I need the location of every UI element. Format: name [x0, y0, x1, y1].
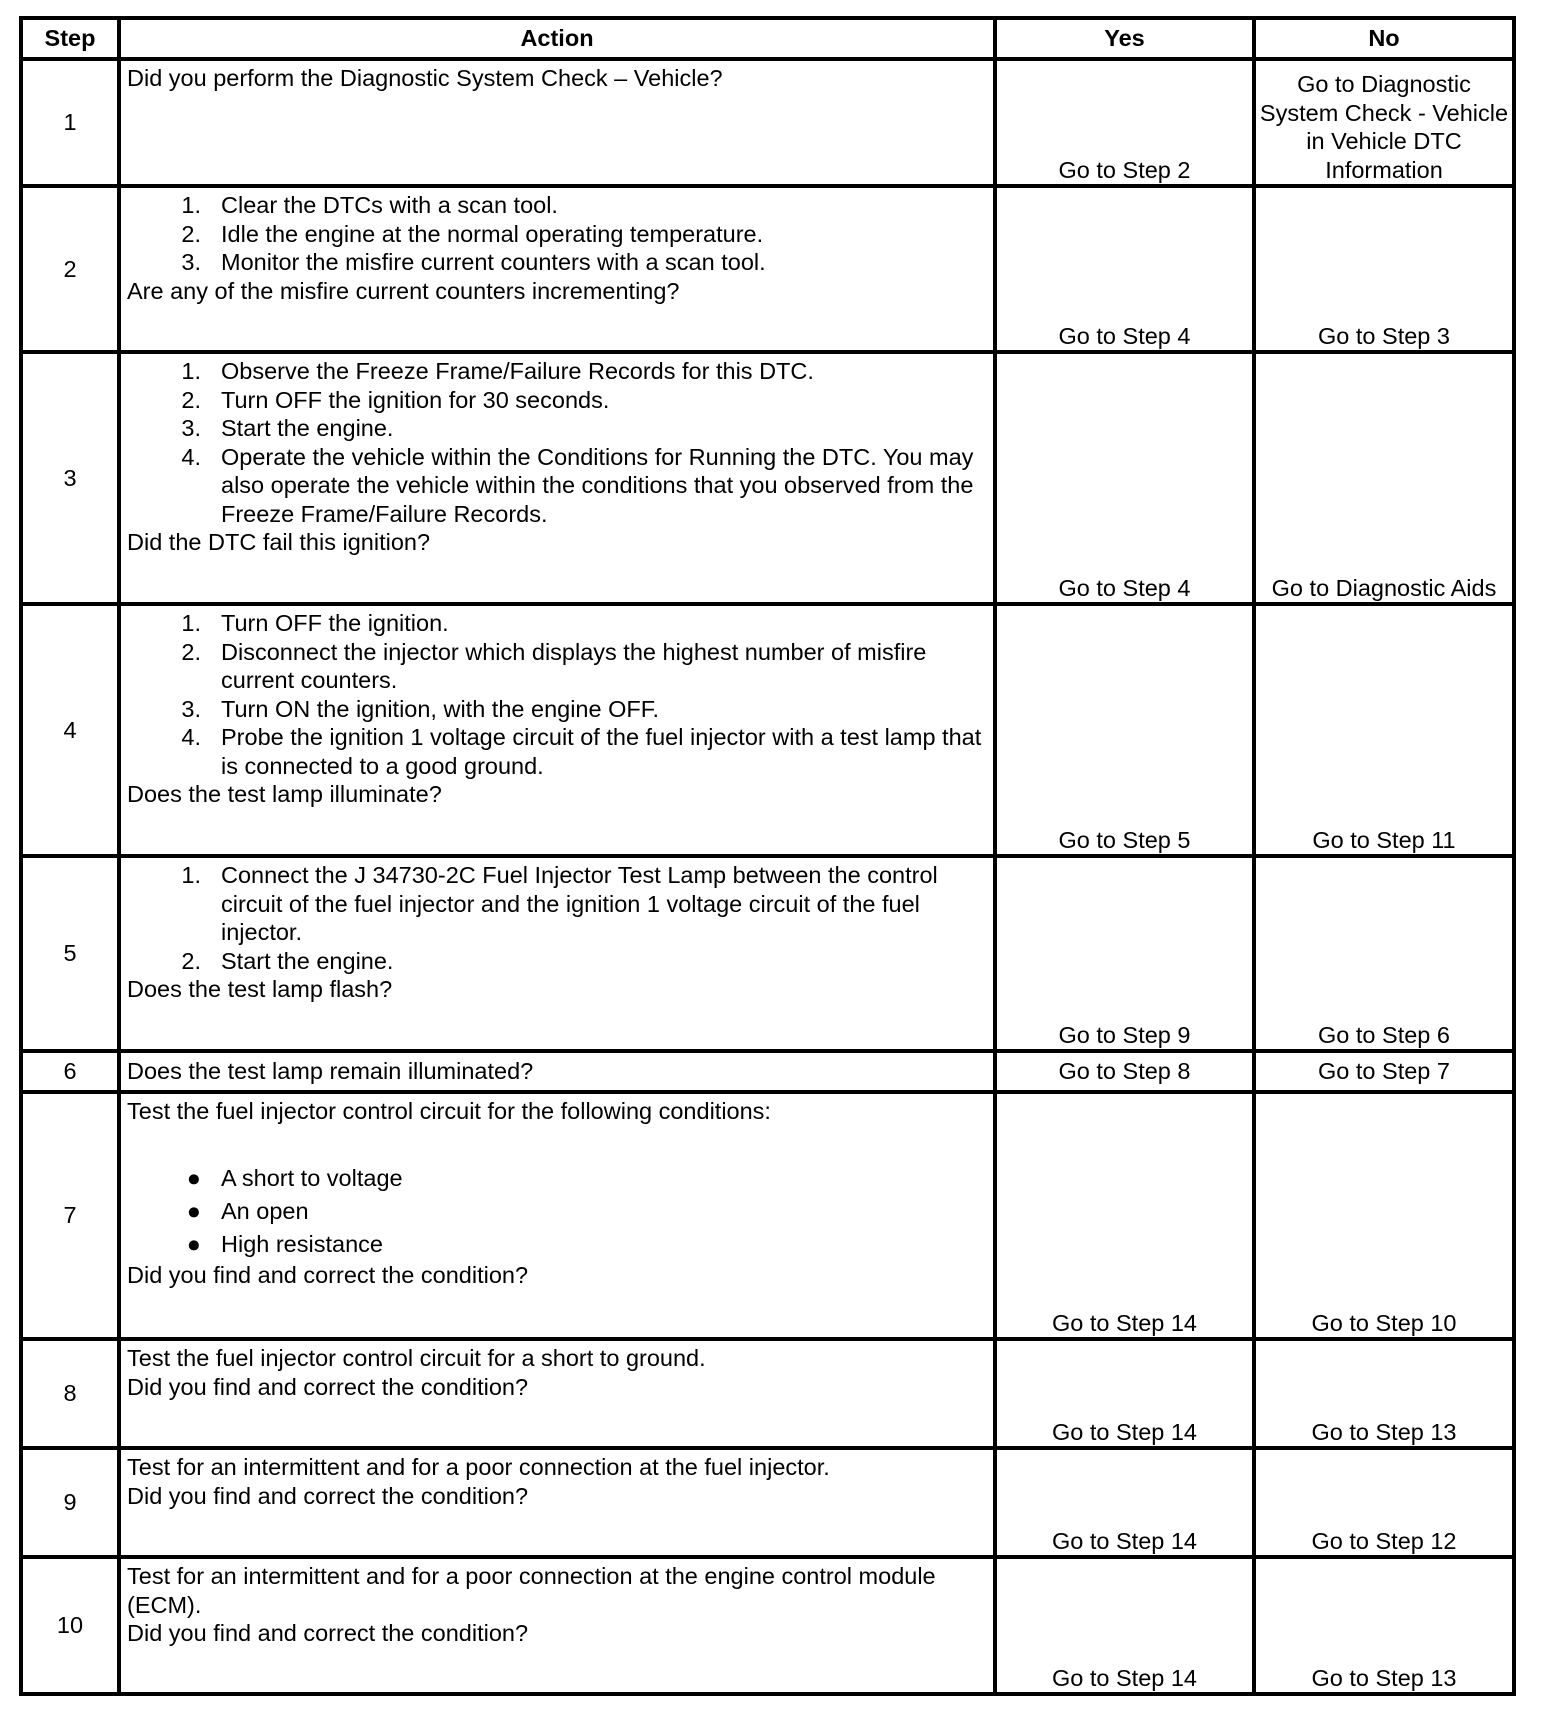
action-question: Does the test lamp flash? — [127, 976, 393, 1002]
list-item: ● High resistance — [186, 1230, 383, 1257]
list-item: 4. Operate the vehicle within the Conditions for Running the DTC. You may also operate the vehicle within the conditions that you observed from the Freeze Frame/Failure Records. — [181, 443, 974, 527]
yes-result: Go to Step 4 — [995, 352, 1254, 604]
header-row — [21, 18, 1514, 59]
list-item: 2. Start the engine. — [181, 947, 394, 974]
yes-result: Go to Step 14 — [995, 1092, 1254, 1339]
yes-result: Go to Step 5 — [995, 604, 1254, 856]
list-item: 1. Connect the J 34730-2C Fuel Injector Test Lamp between the control circuit of the fuel injector and the ignition 1 voltage circuit of the fuel injector. — [181, 862, 938, 945]
table-row — [21, 1448, 1514, 1557]
list-item: 1. Observe the Freeze Frame/Failure Records for this DTC. — [181, 358, 814, 384]
action-question: Did you find and correct the condition? — [127, 1620, 529, 1646]
yes-result: Go to Step 2 — [995, 59, 1254, 186]
condition-list — [127, 1162, 985, 1261]
action-cell — [119, 1051, 995, 1092]
list-item: 3. Turn ON the ignition, with the engine OFF. — [181, 695, 660, 722]
action-cell — [119, 1092, 995, 1339]
action-question: Did you find and correct the condition? — [127, 1373, 529, 1400]
no-result: Go to Step 6 — [1254, 856, 1514, 1051]
table-row — [21, 1092, 1514, 1339]
action-cell — [119, 604, 995, 856]
table-row — [21, 1557, 1514, 1694]
list-item: ● A short to voltage — [186, 1164, 403, 1191]
step-number: 7 — [21, 1092, 119, 1339]
no-result: Go to Step 3 — [1254, 186, 1514, 352]
action-cell — [119, 1448, 995, 1557]
list-item: 3. Monitor the misfire current counters with a scan tool. — [181, 249, 766, 275]
list-item: 4. Probe the ignition 1 voltage circuit of the fuel injector with a test lamp that is connected to a good ground. — [181, 724, 982, 779]
table-row — [21, 856, 1514, 1051]
list-item: 1. Turn OFF the ignition. — [181, 610, 449, 636]
step-number: 10 — [21, 1557, 119, 1694]
table-row — [21, 1051, 1514, 1092]
step-number: 8 — [21, 1339, 119, 1448]
yes-result: Go to Step 9 — [995, 856, 1254, 1051]
step-number: 4 — [21, 604, 119, 856]
no-result: Go to Step 11 — [1254, 604, 1514, 856]
action-intro: Test the fuel injector control circuit for the following conditions: — [127, 1098, 771, 1124]
action-question: Did you perform the Diagnostic System Check – Vehicle? — [127, 65, 723, 91]
no-result: Go to Step 7 — [1254, 1051, 1514, 1092]
action-question: Are any of the misfire current counters incrementing? — [127, 277, 680, 304]
header-no: No — [1254, 18, 1514, 59]
header-yes: Yes — [995, 18, 1254, 59]
action-intro: Test the fuel injector control circuit for a short to ground. — [127, 1345, 706, 1371]
action-steps — [127, 191, 985, 277]
action-question: Does the test lamp illuminate? — [127, 781, 442, 807]
no-result: Go to Step 13 — [1254, 1339, 1514, 1448]
diagnostic-table — [19, 16, 1516, 1696]
no-result: Go to Diagnostic Aids — [1254, 352, 1514, 604]
header-action: Action — [119, 18, 995, 59]
list-item: 2. Idle the engine at the normal operating temperature. — [181, 220, 764, 247]
no-result: Go to Step 10 — [1254, 1092, 1514, 1339]
action-steps — [127, 609, 985, 780]
list-item: 1. Clear the DTCs with a scan tool. — [181, 192, 558, 218]
action-cell — [119, 352, 995, 604]
action-cell — [119, 186, 995, 352]
no-result: Go to Step 12 — [1254, 1448, 1514, 1557]
step-number: 9 — [21, 1448, 119, 1557]
action-question: Does the test lamp remain illuminated? — [127, 1058, 534, 1085]
action-cell — [119, 59, 995, 186]
yes-result: Go to Step 8 — [995, 1051, 1254, 1092]
header-step: Step — [21, 18, 119, 59]
table-row — [21, 1339, 1514, 1448]
action-intro: Test for an intermittent and for a poor connection at the fuel injector. — [127, 1454, 830, 1480]
list-item: 3. Start the engine. — [181, 415, 394, 441]
table-row — [21, 186, 1514, 352]
table-row — [21, 352, 1514, 604]
action-cell — [119, 1339, 995, 1448]
step-number: 2 — [21, 186, 119, 352]
yes-result: Go to Step 14 — [995, 1448, 1254, 1557]
action-steps — [127, 357, 985, 528]
step-number: 5 — [21, 856, 119, 1051]
no-result: Go to Step 13 — [1254, 1557, 1514, 1694]
action-question: Did you find and correct the condition? — [127, 1261, 529, 1288]
list-item: ● An open — [186, 1197, 309, 1224]
action-question: Did the DTC fail this ignition? — [127, 529, 431, 555]
list-item: 2. Disconnect the injector which displays the highest number of misfire current counters. — [181, 638, 927, 693]
action-intro: Test for an intermittent and for a poor connection at the engine control module (ECM). — [127, 1563, 936, 1618]
list-item: 2. Turn OFF the ignition for 30 seconds. — [181, 386, 610, 413]
no-result: Go to Diagnostic System Check - Vehicle in Vehicle DTC Information — [1254, 59, 1514, 186]
action-question: Did you find and correct the condition? — [127, 1482, 529, 1509]
yes-result: Go to Step 14 — [995, 1339, 1254, 1448]
table-row — [21, 604, 1514, 856]
table-row — [21, 59, 1514, 186]
step-number: 1 — [21, 59, 119, 186]
yes-result: Go to Step 4 — [995, 186, 1254, 352]
yes-result: Go to Step 14 — [995, 1557, 1254, 1694]
step-number: 3 — [21, 352, 119, 604]
action-cell — [119, 1557, 995, 1694]
action-cell — [119, 856, 995, 1051]
step-number: 6 — [21, 1051, 119, 1092]
action-steps — [127, 861, 985, 975]
